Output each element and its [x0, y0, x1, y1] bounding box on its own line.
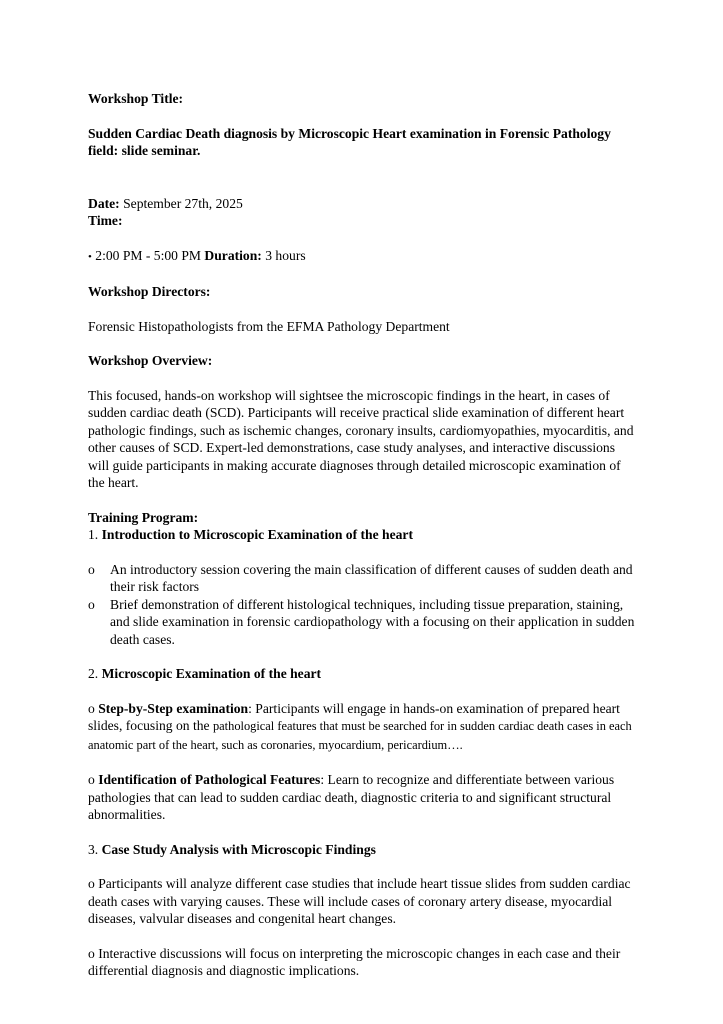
circle-bullet-icon: o	[88, 561, 95, 577]
document-page	[88, 88, 636, 980]
bullet-title: Step-by-Step examination	[98, 700, 249, 716]
section-2-bullet-2	[88, 771, 636, 824]
section-2-title: Microscopic Examination of the heart	[101, 666, 322, 681]
section-1-title: Introduction to Microscopic Examination of the heart	[101, 527, 413, 542]
section-3-bullet-2: o Interactive discussions will focus on interpreting the microscopic changes in each case and their differential diagnosis and diagnostic implications.	[88, 945, 621, 978]
bullet-text: : Learn to recognize and differentiate between various pathologies that can lead to sudden cardiac death, diagnostic criteria to and significant structural abnormalities.	[88, 772, 615, 822]
duration-value: 3 hours	[261, 247, 306, 263]
workshop-title-text: Sudden Cardiac Death diagnosis by Microscopic Heart examination in Forensic Pathology field: slide seminar.	[88, 125, 611, 158]
section-3-title: Case Study Analysis with Microscopic Findings	[101, 841, 376, 857]
circle-bullet-icon: o	[88, 700, 99, 716]
date-value: September 27th, 2025	[119, 195, 243, 211]
workshop-title-label: Workshop Title:	[88, 91, 184, 106]
directors-text: Forensic Histopathologists from the EFMA Pathology Department	[88, 318, 450, 334]
circle-bullet-icon: o	[88, 596, 95, 612]
directors-label: Workshop Directors:	[88, 284, 211, 299]
date-label: Date:	[88, 195, 120, 211]
list-item	[88, 596, 636, 649]
section-2-heading	[88, 665, 636, 683]
bullet-text: : Participants will engage in hands-on examination of prepared heart slides, focusing on the	[88, 700, 620, 733]
time-label: Time:	[88, 213, 123, 228]
training-label: Training Program:	[88, 509, 199, 525]
section-3-heading	[88, 841, 636, 859]
overview-text: This focused, hands-on workshop will sightsee the microscopic findings in the heart, in cases of sudden cardiac death (SCD). Participants will receive practical slide examination of different heart pathologic findings, such as ischemic changes, coronary insults, cardiomyopathies, myocarditis, and other causes of SCD. Expert-led demonstrations, case study analyses, and interactive discussions will guide participants in making accurate diagnoses through detailed microscopic examination of the heart.	[88, 387, 634, 490]
date-line	[88, 195, 636, 213]
section-2-number: 2.	[88, 666, 102, 681]
list-item-text: An introductory session covering the main classification of different causes of sudden death and their risk factors	[110, 561, 633, 594]
section-3-bullet-1: o Participants will analyze different case studies that include heart tissue slides from sudden cardiac death cases with varying causes. These will include cases of coronary artery disease, myocardial diseases, valvular diseases and congenital heart changes.	[88, 876, 631, 926]
section-2-bullet-1	[88, 700, 636, 755]
workshop-title	[88, 125, 636, 160]
bullet-title: Identification of Pathological Features	[98, 772, 321, 787]
list-item	[88, 561, 636, 596]
section-3-number: 3.	[88, 841, 102, 857]
section-1-list	[88, 561, 636, 649]
overview-label: Workshop Overview:	[88, 353, 213, 368]
section-1-heading	[88, 526, 636, 544]
list-item-text: Brief demonstration of different histological techniques, including tissue preparation, staining, and slide examination in forensic cardiopathology with a focusing on their application in sudden death cases.	[110, 596, 635, 647]
bullet-text-small: pathological features that must be searched for in sudden cardiac death cases in each anatomic part of the heart, such as coronaries, myocardium, pericardium….	[88, 719, 632, 752]
circle-bullet-icon: o	[88, 772, 99, 787]
time-line	[88, 247, 636, 267]
bullet-icon: •	[88, 250, 92, 263]
duration-label: Duration:	[204, 247, 262, 263]
time-value: 2:00 PM - 5:00 PM	[95, 247, 205, 263]
section-1-number: 1.	[88, 527, 102, 542]
